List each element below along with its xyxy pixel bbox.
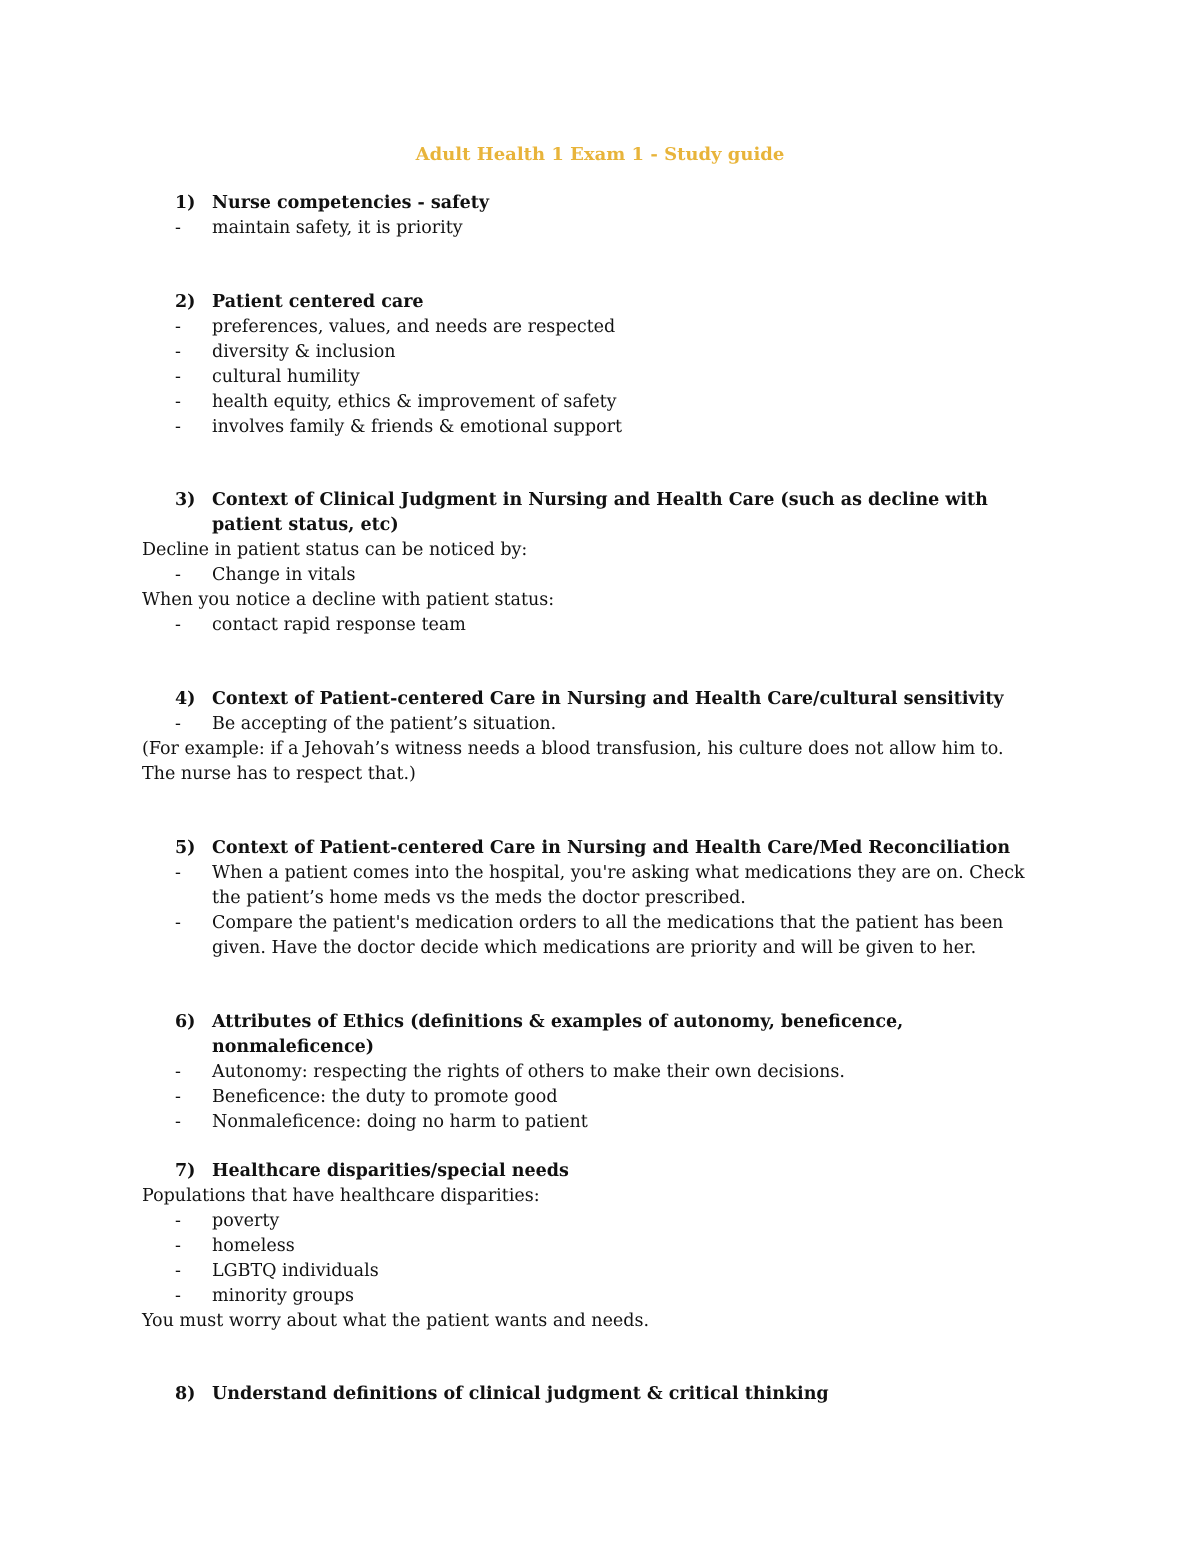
section-heading-text: Context of Patient-centered Care in Nursing and Health Care/Med Reconciliation <box>212 838 1011 858</box>
section-heading <box>142 191 1042 216</box>
section-2 <box>142 290 1042 440</box>
section-number: 3) <box>175 490 196 510</box>
section-6 <box>142 1010 1042 1135</box>
section-heading <box>142 1159 1042 1184</box>
section-heading-text: Attributes of Ethics (definitions & examples of autonomy, beneficence, nonmaleficence) <box>212 1012 904 1057</box>
list-item <box>142 1259 1042 1284</box>
section-7 <box>142 1159 1042 1334</box>
list-item-text: preferences, values, and needs are respected <box>212 317 616 337</box>
list-item-text: Beneficence: the duty to promote good <box>212 1087 558 1107</box>
list-item <box>142 563 1042 588</box>
bullet-dash: - <box>175 317 181 337</box>
section-8 <box>142 1382 1042 1407</box>
list-item <box>142 340 1042 365</box>
section-heading-text: Healthcare disparities/special needs <box>212 1161 569 1181</box>
bullet-dash: - <box>175 1236 181 1256</box>
list-item <box>142 1284 1042 1309</box>
list-item-text: Compare the patient's medication orders to all the medications that the patient has been given. Have the doctor decide which medications are priority and will be given to her. <box>212 913 1004 958</box>
bullet-dash: - <box>175 1112 181 1132</box>
bullet-dash: - <box>175 615 181 635</box>
section-3 <box>142 488 1042 638</box>
section-heading <box>142 1382 1042 1407</box>
bullet-dash: - <box>175 1261 181 1281</box>
list-item <box>142 613 1042 638</box>
list-item-text: maintain safety, it is priority <box>212 218 463 238</box>
bullet-dash: - <box>175 1087 181 1107</box>
list-item-text: poverty <box>212 1211 280 1231</box>
section-heading-text: Context of Patient-centered Care in Nursing and Health Care/cultural sensitivity <box>212 689 1004 709</box>
list-item <box>142 861 1042 911</box>
list-item-text: LGBTQ individuals <box>212 1261 379 1281</box>
list-item <box>142 216 1042 241</box>
bullet-dash: - <box>175 565 181 585</box>
list-item-text: health equity, ethics & improvement of safety <box>212 392 617 412</box>
section-number: 1) <box>175 193 196 213</box>
list-item-text: diversity & inclusion <box>212 342 396 362</box>
list-item-text: Autonomy: respecting the rights of others to make their own decisions. <box>212 1062 845 1082</box>
section-heading-text: Understand definitions of clinical judgment & critical thinking <box>212 1384 829 1404</box>
list-item-text: cultural humility <box>212 367 360 387</box>
list-item <box>142 1234 1042 1259</box>
bullet-dash: - <box>175 417 181 437</box>
section-heading <box>142 687 1042 712</box>
section-heading-text: Context of Clinical Judgment in Nursing and Health Care (such as decline with patient status, etc) <box>212 490 988 535</box>
list-item <box>142 390 1042 415</box>
bullet-dash: - <box>175 913 181 933</box>
list-item-text: involves family & friends & emotional support <box>212 417 623 437</box>
section-heading-text: Nurse competencies - safety <box>212 193 490 213</box>
bullet-dash: - <box>175 714 181 734</box>
paragraph: (For example: if a Jehovah’s witness needs a blood transfusion, his culture does not allow him to. The nurse has to respect that.) <box>142 739 1004 784</box>
list-item <box>142 315 1042 340</box>
list-item <box>142 415 1042 440</box>
list-item-text: contact rapid response team <box>212 615 466 635</box>
list-item-text: When a patient comes into the hospital, you're asking what medications they are on. Check the patient’s home meds vs the meds the doctor prescribed. <box>212 863 1025 908</box>
bullet-dash: - <box>175 392 181 412</box>
list-item <box>142 911 1042 961</box>
bullet-dash: - <box>175 1211 181 1231</box>
list-item <box>142 712 1042 737</box>
paragraph: You must worry about what the patient wants and needs. <box>142 1311 650 1331</box>
paragraph: Populations that have healthcare disparities: <box>142 1186 540 1206</box>
section-number: 8) <box>175 1384 196 1404</box>
section-heading <box>142 836 1042 861</box>
section-heading <box>142 290 1042 315</box>
list-item-text: homeless <box>212 1236 295 1256</box>
list-item <box>142 1209 1042 1234</box>
list-item-text: minority groups <box>212 1286 354 1306</box>
bullet-dash: - <box>175 367 181 387</box>
section-1 <box>142 191 1042 241</box>
document-title: Adult Health 1 Exam 1 - Study guide <box>415 144 785 165</box>
bullet-dash: - <box>175 863 181 883</box>
bullet-dash: - <box>175 342 181 362</box>
bullet-dash: - <box>175 218 181 238</box>
section-number: 2) <box>175 292 196 312</box>
bullet-dash: - <box>175 1062 181 1082</box>
section-number: 5) <box>175 838 196 858</box>
section-4 <box>142 687 1042 787</box>
section-heading <box>142 1010 1042 1060</box>
list-item <box>142 365 1042 390</box>
section-heading-text: Patient centered care <box>212 292 424 312</box>
section-number: 4) <box>175 689 196 709</box>
section-number: 6) <box>175 1012 196 1032</box>
list-item <box>142 1060 1042 1085</box>
list-item-text: Change in vitals <box>212 565 356 585</box>
paragraph: When you notice a decline with patient status: <box>142 590 555 610</box>
list-item-text: Be accepting of the patient’s situation. <box>212 714 557 734</box>
paragraph: Decline in patient status can be noticed by: <box>142 540 528 560</box>
list-item <box>142 1110 1042 1135</box>
list-item <box>142 1085 1042 1110</box>
section-5 <box>142 836 1042 961</box>
section-heading <box>142 488 1042 538</box>
list-item-text: Nonmaleficence: doing no harm to patient <box>212 1112 588 1132</box>
bullet-dash: - <box>175 1286 181 1306</box>
section-number: 7) <box>175 1161 196 1181</box>
